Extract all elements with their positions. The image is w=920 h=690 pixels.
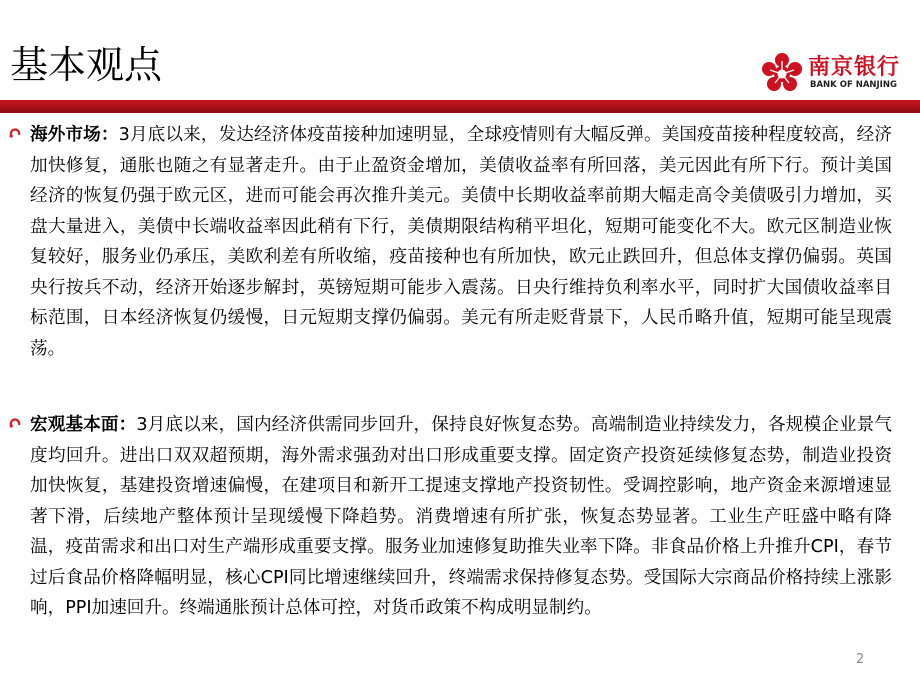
bank-logo [758, 48, 918, 98]
section-lead: 海外市场： [30, 125, 119, 145]
section-lead: 宏观基本面： [30, 415, 137, 435]
bank-emblem-icon [760, 52, 804, 96]
logo-english-name: BANK OF NANJING [810, 80, 897, 90]
header-divider [0, 100, 920, 113]
section-body: 3月底以来，发达经济体疫苗接种加速明显，全球疫情则有大幅反弹。美国疫苗接种程度较高，经济加快修复，通胀也随之有显著走升。由于止盈资金增加，美债收益率有所回落，美元因此有所下行。预计美国经济的恢复仍强于欧元区，进而可能会再次推升美元。美债中长期收益率前期大幅走高令美债吸引力增加，买盘大量进入，美债中长端收益率因此稍有下行，美债期限结构稍平坦化，短期可能变化不大。欧元区制造业恢复较好，服务业仍承压，美欧利差有所收缩，疫苗接种也有所加快，欧元止跌回升，但总体支撑仍偏弱。英国央行按兵不动，经济开始逐步解封，英镑短期可能步入震荡。日央行维持负利率水平，同时扩大国债收益率目标范围，日本经济恢复仍缓慢，日元短期支撑仍偏弱。美元有所走贬背景下，人民币略升值，短期可能呈现震荡。 [30, 125, 892, 359]
page-number: 2 [856, 652, 865, 667]
section-overseas-market [30, 120, 892, 364]
slide-title: 基本观点 [10, 43, 163, 87]
section-paragraph [30, 410, 892, 624]
section-macro-fundamentals [30, 410, 892, 624]
bullet-icon [8, 416, 22, 430]
section-body: 3月底以来，国内经济供需同步回升，保持良好恢复态势。高端制造业持续发力，各规模企业景气度均回升。进出口双双超预期，海外需求强劲对出口形成重要支撑。固定资产投资延续修复态势，制造业投资加快恢复，基建投资增速偏慢，在建项目和新开工提速支撑地产投资韧性。受调控影响，地产资金来源增速显著下滑，后续地产整体预计呈现缓慢下降趋势。消费增速有所扩张，恢复态势显著。工业生产旺盛中略有降温，疫苗需求和出口对生产端形成重要支撑。服务业加速修复助推失业率下降。非食品价格上升推升CPI，春节过后食品价格降幅明显，核心CPI同比增速继续回升，终端需求保持修复态势。受国际大宗商品价格持续上涨影响，PPI加速回升。终端通胀预计总体可控，对货币政策不构成明显制约。 [30, 415, 892, 618]
logo-chinese-name: 南京银行 [808, 55, 901, 80]
section-paragraph [30, 120, 892, 364]
bullet-icon [8, 126, 22, 140]
